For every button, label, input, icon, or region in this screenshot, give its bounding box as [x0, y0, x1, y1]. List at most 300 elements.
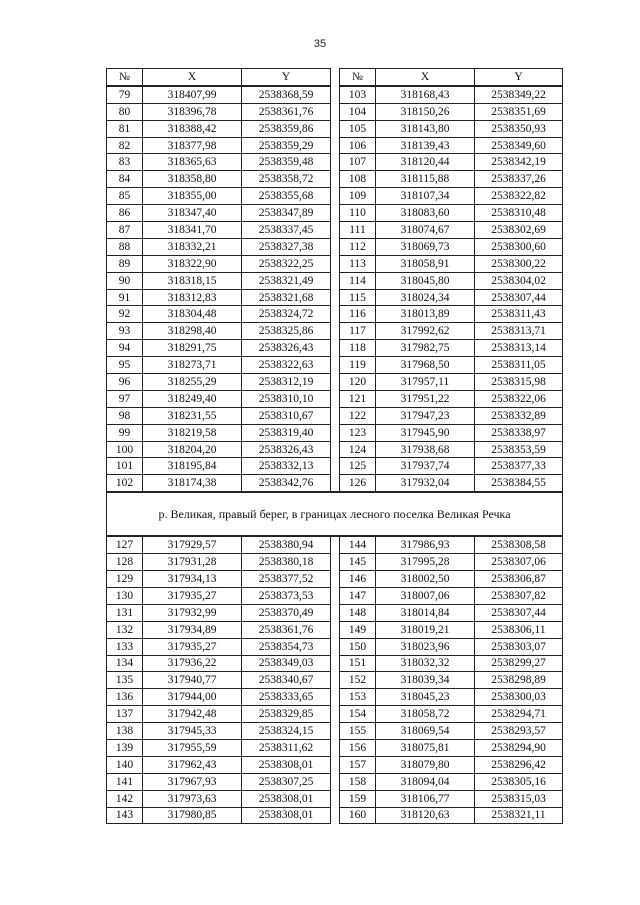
table-row: [107, 441, 563, 458]
point-number: 95: [107, 357, 143, 374]
point-number: 107: [340, 154, 376, 171]
column-gap: [331, 154, 340, 171]
x-coordinate: 318291,75: [143, 340, 242, 357]
point-number: 99: [107, 424, 143, 441]
point-number: 147: [340, 587, 376, 604]
point-number: 81: [107, 120, 143, 137]
table-row: [107, 475, 563, 492]
y-coordinate: 2538354,73: [242, 638, 331, 655]
y-coordinate: 2538308,58: [475, 536, 563, 553]
column-gap: [331, 739, 340, 756]
y-coordinate: 2538370,49: [242, 604, 331, 621]
point-number: 110: [340, 205, 376, 222]
point-number: 90: [107, 272, 143, 289]
y-coordinate: 2538377,52: [242, 571, 331, 588]
table-row: [107, 554, 563, 571]
y-coordinate: 2538307,25: [242, 773, 331, 790]
column-gap: [331, 604, 340, 621]
point-number: 94: [107, 340, 143, 357]
y-coordinate: 2538324,72: [242, 306, 331, 323]
table-row: [107, 357, 563, 374]
column-gap: [331, 255, 340, 272]
table-row: [107, 773, 563, 790]
page-number: 35: [313, 38, 327, 50]
x-coordinate: 318347,40: [143, 205, 242, 222]
x-coordinate: 318332,21: [143, 238, 242, 255]
point-number: 93: [107, 323, 143, 340]
x-coordinate: 318032,32: [376, 655, 475, 672]
x-coordinate: 317945,90: [376, 424, 475, 441]
point-number: 155: [340, 723, 376, 740]
x-coordinate: 318195,84: [143, 458, 242, 475]
y-coordinate: 2538380,18: [242, 554, 331, 571]
column-gap: [331, 706, 340, 723]
column-gap: [331, 340, 340, 357]
point-number: 79: [107, 86, 143, 103]
y-coordinate: 2538294,71: [475, 706, 563, 723]
y-coordinate: 2538332,89: [475, 407, 563, 424]
table-row: [107, 306, 563, 323]
y-coordinate: 2538322,82: [475, 188, 563, 205]
y-coordinate: 2538322,25: [242, 255, 331, 272]
y-coordinate: 2538310,67: [242, 407, 331, 424]
x-coordinate: 318002,50: [376, 571, 475, 588]
header-y-right: Y: [475, 69, 563, 86]
y-coordinate: 2538350,93: [475, 120, 563, 137]
column-gap: [331, 390, 340, 407]
table-row: [107, 604, 563, 621]
x-coordinate: 318298,40: [143, 323, 242, 340]
column-gap: [331, 205, 340, 222]
column-gap: [331, 790, 340, 807]
x-coordinate: 317951,22: [376, 390, 475, 407]
y-coordinate: 2538310,48: [475, 205, 563, 222]
point-number: 143: [107, 807, 143, 824]
point-number: 103: [340, 86, 376, 103]
point-number: 105: [340, 120, 376, 137]
y-coordinate: 2538302,69: [475, 222, 563, 239]
column-gap: [331, 807, 340, 824]
point-number: 126: [340, 475, 376, 492]
x-coordinate: 318115,88: [376, 171, 475, 188]
y-coordinate: 2538304,02: [475, 272, 563, 289]
x-coordinate: 318120,63: [376, 807, 475, 824]
y-coordinate: 2538349,03: [242, 655, 331, 672]
point-number: 115: [340, 289, 376, 306]
x-coordinate: 318120,44: [376, 154, 475, 171]
y-coordinate: 2538306,11: [475, 621, 563, 638]
y-coordinate: 2538305,16: [475, 773, 563, 790]
x-coordinate: 318024,34: [376, 289, 475, 306]
x-coordinate: 317968,50: [376, 357, 475, 374]
point-number: 106: [340, 137, 376, 154]
point-number: 138: [107, 723, 143, 740]
x-coordinate: 318014,84: [376, 604, 475, 621]
point-number: 152: [340, 672, 376, 689]
point-number: 83: [107, 154, 143, 171]
y-coordinate: 2538338,97: [475, 424, 563, 441]
table-row: [107, 638, 563, 655]
y-coordinate: 2538306,87: [475, 571, 563, 588]
y-coordinate: 2538319,40: [242, 424, 331, 441]
header-x-left: X: [143, 69, 242, 86]
point-number: 156: [340, 739, 376, 756]
table-header-row: [107, 69, 563, 86]
y-coordinate: 2538300,60: [475, 238, 563, 255]
table-row: [107, 171, 563, 188]
y-coordinate: 2538315,98: [475, 374, 563, 391]
x-coordinate: 317992,62: [376, 323, 475, 340]
point-number: 130: [107, 587, 143, 604]
section-title: р. Великая, правый берег, в границах лесного поселка Великая Речка: [107, 492, 563, 536]
x-coordinate: 317935,27: [143, 638, 242, 655]
x-coordinate: 318013,89: [376, 306, 475, 323]
point-number: 88: [107, 238, 143, 255]
coordinates-table: [106, 68, 563, 824]
column-gap: [331, 272, 340, 289]
y-coordinate: 2538359,86: [242, 120, 331, 137]
point-number: 127: [107, 536, 143, 553]
table-row: [107, 587, 563, 604]
column-gap: [331, 587, 340, 604]
point-number: 140: [107, 756, 143, 773]
y-coordinate: 2538311,43: [475, 306, 563, 323]
y-coordinate: 2538313,71: [475, 323, 563, 340]
y-coordinate: 2538311,62: [242, 739, 331, 756]
header-number-left: №: [107, 69, 143, 86]
point-number: 144: [340, 536, 376, 553]
point-number: 142: [107, 790, 143, 807]
x-coordinate: 317938,68: [376, 441, 475, 458]
y-coordinate: 2538355,68: [242, 188, 331, 205]
y-coordinate: 2538303,07: [475, 638, 563, 655]
column-gap: [331, 672, 340, 689]
x-coordinate: 317973,63: [143, 790, 242, 807]
point-number: 109: [340, 188, 376, 205]
table-row: [107, 407, 563, 424]
x-coordinate: 317932,04: [376, 475, 475, 492]
point-number: 120: [340, 374, 376, 391]
column-gap: [331, 103, 340, 120]
x-coordinate: 318106,77: [376, 790, 475, 807]
y-coordinate: 2538359,48: [242, 154, 331, 171]
y-coordinate: 2538300,22: [475, 255, 563, 272]
x-coordinate: 317937,74: [376, 458, 475, 475]
column-gap: [331, 137, 340, 154]
column-gap: [331, 571, 340, 588]
x-coordinate: 318407,99: [143, 86, 242, 103]
x-coordinate: 317936,22: [143, 655, 242, 672]
x-coordinate: 318094,04: [376, 773, 475, 790]
y-coordinate: 2538307,44: [475, 289, 563, 306]
point-number: 159: [340, 790, 376, 807]
point-number: 86: [107, 205, 143, 222]
x-coordinate: 317934,13: [143, 571, 242, 588]
x-coordinate: 318322,90: [143, 255, 242, 272]
x-coordinate: 317962,43: [143, 756, 242, 773]
x-coordinate: 318168,43: [376, 86, 475, 103]
x-coordinate: 318377,98: [143, 137, 242, 154]
y-coordinate: 2538347,89: [242, 205, 331, 222]
x-coordinate: 318069,73: [376, 238, 475, 255]
table-row: [107, 536, 563, 553]
x-coordinate: 317932,99: [143, 604, 242, 621]
x-coordinate: 318341,70: [143, 222, 242, 239]
x-coordinate: 318255,29: [143, 374, 242, 391]
table-row: [107, 706, 563, 723]
column-gap: [331, 773, 340, 790]
y-coordinate: 2538342,19: [475, 154, 563, 171]
header-x-right: X: [376, 69, 475, 86]
y-coordinate: 2538322,63: [242, 357, 331, 374]
point-number: 118: [340, 340, 376, 357]
point-number: 123: [340, 424, 376, 441]
y-coordinate: 2538321,68: [242, 289, 331, 306]
point-number: 157: [340, 756, 376, 773]
point-number: 133: [107, 638, 143, 655]
column-gap: [331, 289, 340, 306]
x-coordinate: 318249,40: [143, 390, 242, 407]
x-coordinate: 317945,33: [143, 723, 242, 740]
table-row: [107, 137, 563, 154]
x-coordinate: 318143,80: [376, 120, 475, 137]
y-coordinate: 2538358,72: [242, 171, 331, 188]
point-number: 154: [340, 706, 376, 723]
y-coordinate: 2538321,49: [242, 272, 331, 289]
x-coordinate: 318045,80: [376, 272, 475, 289]
x-coordinate: 318019,21: [376, 621, 475, 638]
x-coordinate: 318139,43: [376, 137, 475, 154]
point-number: 80: [107, 103, 143, 120]
x-coordinate: 317980,85: [143, 807, 242, 824]
table-row: [107, 790, 563, 807]
point-number: 158: [340, 773, 376, 790]
table-row: [107, 222, 563, 239]
y-coordinate: 2538384,55: [475, 475, 563, 492]
y-coordinate: 2538380,94: [242, 536, 331, 553]
y-coordinate: 2538353,59: [475, 441, 563, 458]
column-gap: [331, 536, 340, 553]
point-number: 108: [340, 171, 376, 188]
y-coordinate: 2538299,27: [475, 655, 563, 672]
table-row: [107, 424, 563, 441]
table-row: [107, 120, 563, 137]
point-number: 148: [340, 604, 376, 621]
table-row: [107, 103, 563, 120]
point-number: 160: [340, 807, 376, 824]
y-coordinate: 2538308,01: [242, 756, 331, 773]
y-coordinate: 2538308,01: [242, 790, 331, 807]
column-gap: [331, 357, 340, 374]
x-coordinate: 318107,34: [376, 188, 475, 205]
x-coordinate: 318219,58: [143, 424, 242, 441]
y-coordinate: 2538307,44: [475, 604, 563, 621]
column-gap: [331, 188, 340, 205]
y-coordinate: 2538326,43: [242, 441, 331, 458]
point-number: 149: [340, 621, 376, 638]
point-number: 85: [107, 188, 143, 205]
point-number: 113: [340, 255, 376, 272]
y-coordinate: 2538359,29: [242, 137, 331, 154]
y-coordinate: 2538313,14: [475, 340, 563, 357]
x-coordinate: 318388,42: [143, 120, 242, 137]
y-coordinate: 2538326,43: [242, 340, 331, 357]
point-number: 122: [340, 407, 376, 424]
y-coordinate: 2538315,03: [475, 790, 563, 807]
column-gap: [331, 554, 340, 571]
point-number: 89: [107, 255, 143, 272]
column-gap: [331, 441, 340, 458]
table-row: [107, 689, 563, 706]
y-coordinate: 2538324,15: [242, 723, 331, 740]
point-number: 87: [107, 222, 143, 239]
column-gap: [331, 323, 340, 340]
point-number: 121: [340, 390, 376, 407]
point-number: 145: [340, 554, 376, 571]
header-number-right: №: [340, 69, 376, 86]
y-coordinate: 2538310,10: [242, 390, 331, 407]
x-coordinate: 317957,11: [376, 374, 475, 391]
table-row: [107, 255, 563, 272]
x-coordinate: 318039,34: [376, 672, 475, 689]
point-number: 111: [340, 222, 376, 239]
table-row: [107, 756, 563, 773]
point-number: 82: [107, 137, 143, 154]
y-coordinate: 2538294,90: [475, 739, 563, 756]
point-number: 84: [107, 171, 143, 188]
y-coordinate: 2538340,67: [242, 672, 331, 689]
y-coordinate: 2538325,86: [242, 323, 331, 340]
x-coordinate: 318231,55: [143, 407, 242, 424]
x-coordinate: 317955,59: [143, 739, 242, 756]
x-coordinate: 317935,27: [143, 587, 242, 604]
y-coordinate: 2538312,19: [242, 374, 331, 391]
y-coordinate: 2538300,03: [475, 689, 563, 706]
column-gap: [331, 756, 340, 773]
column-gap: [331, 222, 340, 239]
point-number: 100: [107, 441, 143, 458]
y-coordinate: 2538377,33: [475, 458, 563, 475]
point-number: 119: [340, 357, 376, 374]
point-number: 131: [107, 604, 143, 621]
column-gap: [331, 238, 340, 255]
point-number: 129: [107, 571, 143, 588]
y-coordinate: 2538308,01: [242, 807, 331, 824]
x-coordinate: 317967,93: [143, 773, 242, 790]
point-number: 128: [107, 554, 143, 571]
column-gap: [331, 374, 340, 391]
column-gap: [331, 475, 340, 492]
column-gap: [331, 621, 340, 638]
y-coordinate: 2538296,42: [475, 756, 563, 773]
column-gap: [331, 120, 340, 137]
table-row: [107, 188, 563, 205]
y-coordinate: 2538361,76: [242, 621, 331, 638]
x-coordinate: 318058,72: [376, 706, 475, 723]
point-number: 125: [340, 458, 376, 475]
table-row: [107, 739, 563, 756]
point-number: 135: [107, 672, 143, 689]
y-coordinate: 2538311,05: [475, 357, 563, 374]
x-coordinate: 317931,28: [143, 554, 242, 571]
y-coordinate: 2538298,89: [475, 672, 563, 689]
table-row: [107, 289, 563, 306]
y-coordinate: 2538337,45: [242, 222, 331, 239]
point-number: 137: [107, 706, 143, 723]
table-row: [107, 272, 563, 289]
column-gap: [331, 458, 340, 475]
y-coordinate: 2538361,76: [242, 103, 331, 120]
column-gap: [331, 171, 340, 188]
x-coordinate: 318023,96: [376, 638, 475, 655]
x-coordinate: 317986,93: [376, 536, 475, 553]
column-gap: [331, 407, 340, 424]
point-number: 97: [107, 390, 143, 407]
table-row: [107, 205, 563, 222]
table-row: [107, 340, 563, 357]
table-row: [107, 86, 563, 103]
y-coordinate: 2538351,69: [475, 103, 563, 120]
point-number: 124: [340, 441, 376, 458]
x-coordinate: 318358,80: [143, 171, 242, 188]
y-coordinate: 2538327,38: [242, 238, 331, 255]
column-gap: [331, 723, 340, 740]
point-number: 117: [340, 323, 376, 340]
x-coordinate: 318174,38: [143, 475, 242, 492]
x-coordinate: 318074,67: [376, 222, 475, 239]
x-coordinate: 318069,54: [376, 723, 475, 740]
point-number: 146: [340, 571, 376, 588]
y-coordinate: 2538373,53: [242, 587, 331, 604]
x-coordinate: 318318,15: [143, 272, 242, 289]
y-coordinate: 2538293,57: [475, 723, 563, 740]
x-coordinate: 317940,77: [143, 672, 242, 689]
column-gap: [331, 424, 340, 441]
column-gap: [331, 638, 340, 655]
point-number: 134: [107, 655, 143, 672]
x-coordinate: 318204,20: [143, 441, 242, 458]
x-coordinate: 318045,23: [376, 689, 475, 706]
y-coordinate: 2538368,59: [242, 86, 331, 103]
x-coordinate: 318079,80: [376, 756, 475, 773]
table-row: [107, 655, 563, 672]
x-coordinate: 318007,06: [376, 587, 475, 604]
x-coordinate: 318058,91: [376, 255, 475, 272]
point-number: 132: [107, 621, 143, 638]
x-coordinate: 318312,83: [143, 289, 242, 306]
point-number: 102: [107, 475, 143, 492]
x-coordinate: 318083,60: [376, 205, 475, 222]
table-row: [107, 672, 563, 689]
table-row: [107, 807, 563, 824]
point-number: 141: [107, 773, 143, 790]
x-coordinate: 318075,81: [376, 739, 475, 756]
point-number: 153: [340, 689, 376, 706]
x-coordinate: 317944,00: [143, 689, 242, 706]
point-number: 112: [340, 238, 376, 255]
point-number: 98: [107, 407, 143, 424]
y-coordinate: 2538349,22: [475, 86, 563, 103]
point-number: 150: [340, 638, 376, 655]
x-coordinate: 318396,78: [143, 103, 242, 120]
point-number: 96: [107, 374, 143, 391]
point-number: 104: [340, 103, 376, 120]
y-coordinate: 2538329,85: [242, 706, 331, 723]
table-row: [107, 621, 563, 638]
table-row: [107, 571, 563, 588]
point-number: 101: [107, 458, 143, 475]
y-coordinate: 2538322,06: [475, 390, 563, 407]
